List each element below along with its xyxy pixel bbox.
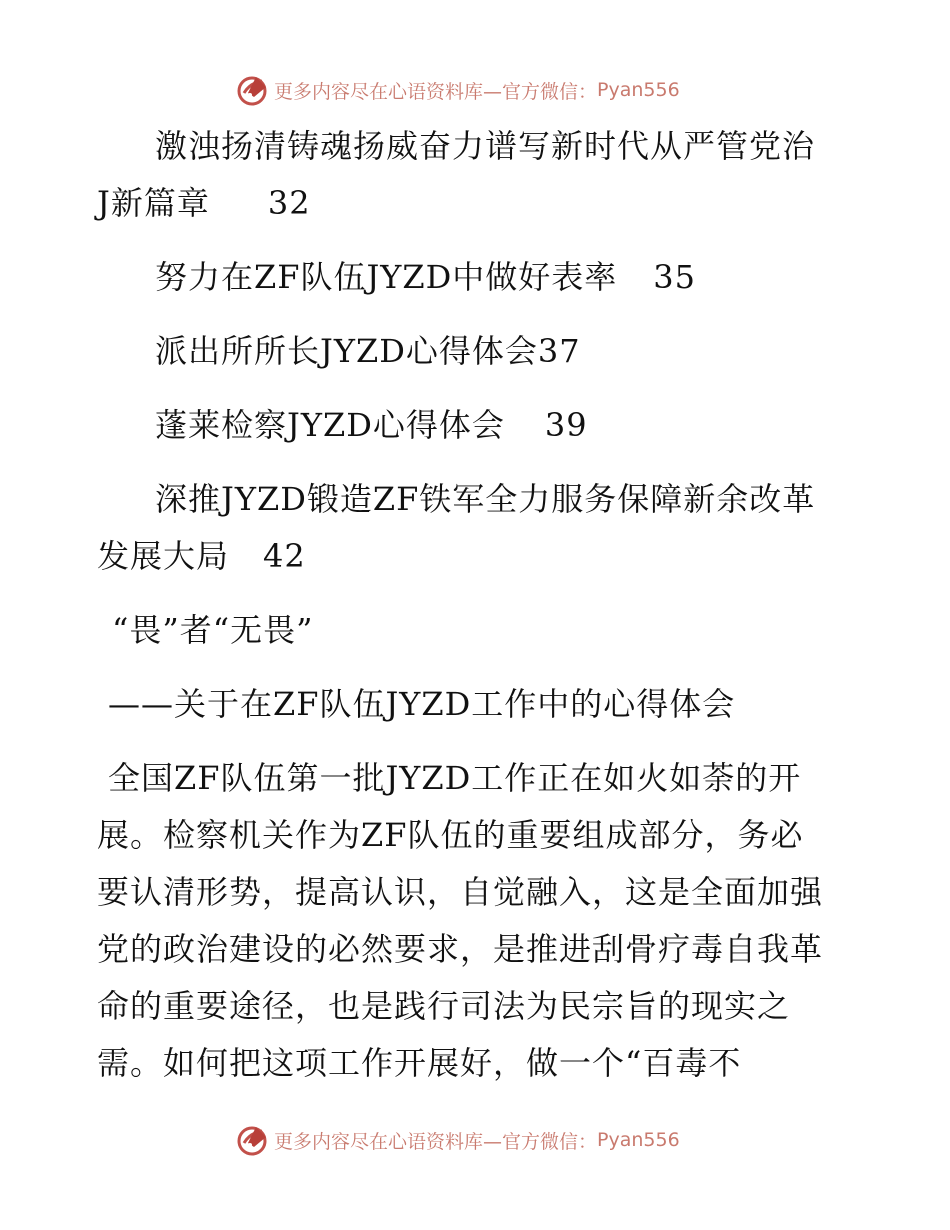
body-line-2: 展。检察机关作为ZF队伍的重要组成部分，务必: [97, 816, 804, 854]
pen-logo-icon: [236, 1123, 270, 1157]
body-line-3: 要认清形势，提高认识，自觉融入，这是全面加强: [97, 873, 824, 911]
toc-entry-1-page: 32: [267, 184, 311, 222]
toc-entry-5-line1: 深推JYZD锻造ZF铁军全力服务保障新余改革: [155, 480, 816, 518]
watermark-banner-top: [236, 72, 680, 108]
body-line-1: 全国ZF队伍第一批JYZD工作正在如火如荼的开: [108, 759, 802, 797]
toc-entry-2: [0, 259, 950, 296]
watermark-wechat-id: Pyan556: [597, 79, 680, 101]
body-line-4: 党的政治建设的必然要求，是推进刮骨疗毒自我革: [97, 930, 824, 968]
toc-entry-4-title: 蓬莱检察JYZD心得体会: [155, 406, 505, 444]
article-title: “畏”者“无畏”: [112, 611, 314, 649]
article-subtitle: ——关于在ZF队伍JYZD工作中的心得体会: [108, 685, 736, 723]
toc-entry-1-line2: [0, 185, 950, 222]
toc-entry-1-line1: 激浊扬清铸魂扬威奋力谱写新时代从严管党治: [155, 127, 816, 165]
watermark-text: 更多内容尽在心语资料库—官方微信：: [274, 1130, 598, 1153]
toc-entry-4-page: 39: [544, 406, 588, 444]
toc-entry-1-title-cont: J新篇章: [97, 184, 210, 222]
toc-entry-5-line2: [0, 538, 950, 575]
pen-logo-icon: [236, 73, 270, 107]
watermark-wechat-id: Pyan556: [597, 1129, 680, 1151]
toc-entry-5-title-cont: 发展大局: [97, 537, 230, 575]
toc-entry-4: [0, 407, 950, 444]
body-line-5: 命的重要途径，也是践行司法为民宗旨的现实之: [97, 987, 791, 1025]
watermark-banner-bottom: [236, 1122, 680, 1158]
body-line-6: 需。如何把这项工作开展好，做一个“百毒不: [97, 1044, 742, 1082]
watermark-text: 更多内容尽在心语资料库—官方微信：: [274, 80, 598, 103]
toc-entry-5-page: 42: [263, 537, 306, 575]
toc-entry-2-title: 努力在ZF队伍JYZD中做好表率: [155, 258, 618, 296]
toc-entry-3: 派出所所长JYZD心得体会37: [155, 332, 581, 370]
toc-entry-2-page: 35: [653, 258, 697, 296]
